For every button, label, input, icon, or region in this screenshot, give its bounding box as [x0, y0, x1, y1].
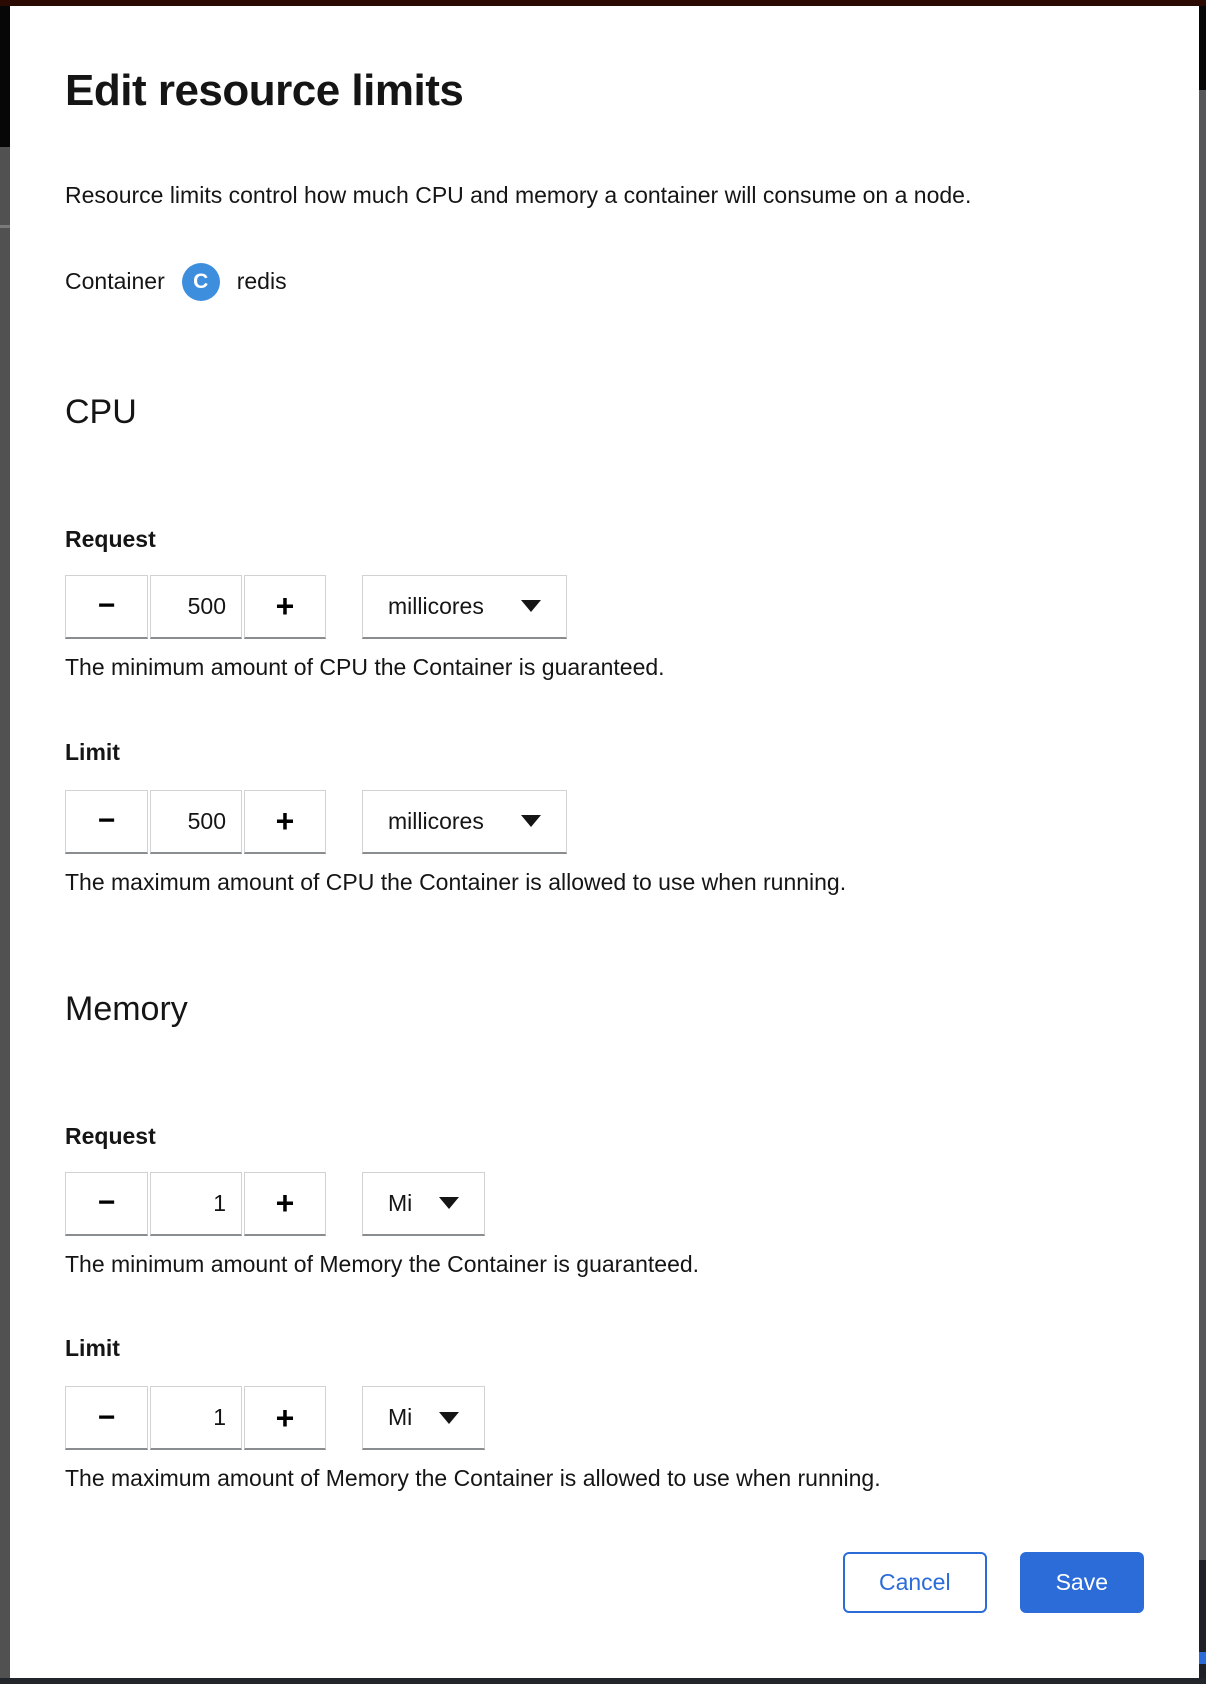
- backdrop-bottom-strip: [0, 1678, 1206, 1684]
- memory-limit-unit-value: Mi: [388, 1404, 413, 1431]
- cpu-request-plus-button[interactable]: [244, 575, 326, 639]
- memory-limit-label: Limit: [65, 1335, 120, 1362]
- cpu-limit-input[interactable]: [150, 790, 242, 854]
- cpu-request-input[interactable]: [150, 575, 242, 639]
- cpu-request-minus-button[interactable]: [65, 575, 148, 639]
- chevron-down-icon: [439, 1197, 459, 1209]
- cpu-limit-label: Limit: [65, 738, 120, 765]
- cpu-request-stepper: [65, 575, 326, 639]
- memory-request-help: The minimum amount of Memory the Container is guaranteed.: [65, 1250, 700, 1277]
- backdrop-right-blue-sliver: [1199, 1652, 1206, 1664]
- container-name: redis: [236, 268, 287, 295]
- memory-request-label: Request: [65, 1122, 156, 1149]
- minus-icon: −: [97, 804, 116, 838]
- cpu-limit-plus-button[interactable]: [244, 790, 326, 854]
- backdrop-left-divider: [0, 225, 10, 228]
- memory-request-stepper: [65, 1172, 326, 1236]
- cpu-limit-minus-button[interactable]: [65, 790, 148, 854]
- minus-icon: −: [97, 589, 116, 623]
- memory-limit-unit-dropdown[interactable]: [362, 1386, 485, 1450]
- chevron-down-icon: [521, 600, 541, 612]
- cpu-request-help: The minimum amount of CPU the Container is guaranteed.: [65, 653, 665, 680]
- memory-request-plus-button[interactable]: [244, 1172, 326, 1236]
- section-title-cpu: CPU: [65, 392, 137, 431]
- memory-request-minus-button[interactable]: [65, 1172, 148, 1236]
- backdrop-left-dark-segment: [0, 6, 10, 147]
- backdrop-right-strip: [1199, 6, 1206, 1684]
- section-title-memory: Memory: [65, 989, 188, 1028]
- memory-request-unit-dropdown[interactable]: [362, 1172, 485, 1236]
- minus-icon: −: [97, 1186, 116, 1220]
- minus-icon: −: [97, 1400, 116, 1434]
- modal-description: Resource limits control how much CPU and memory a container will consume on a node.: [65, 181, 972, 208]
- backdrop-right-dark-segment: [1199, 6, 1206, 90]
- edit-resource-limits-modal: [10, 6, 1199, 1678]
- memory-limit-help: The maximum amount of Memory the Container is allowed to use when running.: [65, 1465, 881, 1492]
- memory-limit-stepper: [65, 1386, 326, 1450]
- cancel-button[interactable]: Cancel: [843, 1552, 987, 1613]
- save-button[interactable]: Save: [1020, 1552, 1144, 1613]
- plus-icon: +: [275, 803, 295, 840]
- memory-limit-input[interactable]: [150, 1386, 242, 1450]
- cpu-request-label: Request: [65, 525, 156, 552]
- cpu-request-unit-dropdown[interactable]: [362, 575, 567, 639]
- backdrop-top-strip: [0, 0, 1206, 6]
- modal-title: Edit resource limits: [65, 66, 464, 115]
- memory-request-input[interactable]: [150, 1172, 242, 1236]
- cpu-limit-unit-value: millicores: [388, 807, 484, 834]
- memory-limit-minus-button[interactable]: [65, 1386, 148, 1450]
- cpu-limit-help: The maximum amount of CPU the Container is allowed to use when running.: [65, 868, 847, 895]
- container-row: [65, 263, 1144, 301]
- backdrop-right-lower-segment: [1199, 1560, 1206, 1684]
- plus-icon: +: [275, 1399, 295, 1436]
- cpu-limit-stepper: [65, 790, 326, 854]
- backdrop-left-strip: [0, 6, 10, 1684]
- container-label: Container: [65, 268, 165, 295]
- memory-request-controls: [65, 1172, 1144, 1236]
- plus-icon: +: [275, 1185, 295, 1222]
- cpu-request-unit-value: millicores: [388, 592, 484, 619]
- cpu-request-controls: [65, 575, 1144, 639]
- modal-actions: [65, 1552, 1144, 1613]
- memory-request-unit-value: Mi: [388, 1189, 413, 1216]
- cpu-limit-controls: [65, 790, 1144, 854]
- memory-limit-plus-button[interactable]: [244, 1386, 326, 1450]
- container-badge-icon: C: [182, 263, 220, 301]
- chevron-down-icon: [439, 1412, 459, 1424]
- memory-limit-controls: [65, 1386, 1144, 1450]
- cpu-limit-unit-dropdown[interactable]: [362, 790, 567, 854]
- plus-icon: +: [275, 588, 295, 625]
- chevron-down-icon: [521, 815, 541, 827]
